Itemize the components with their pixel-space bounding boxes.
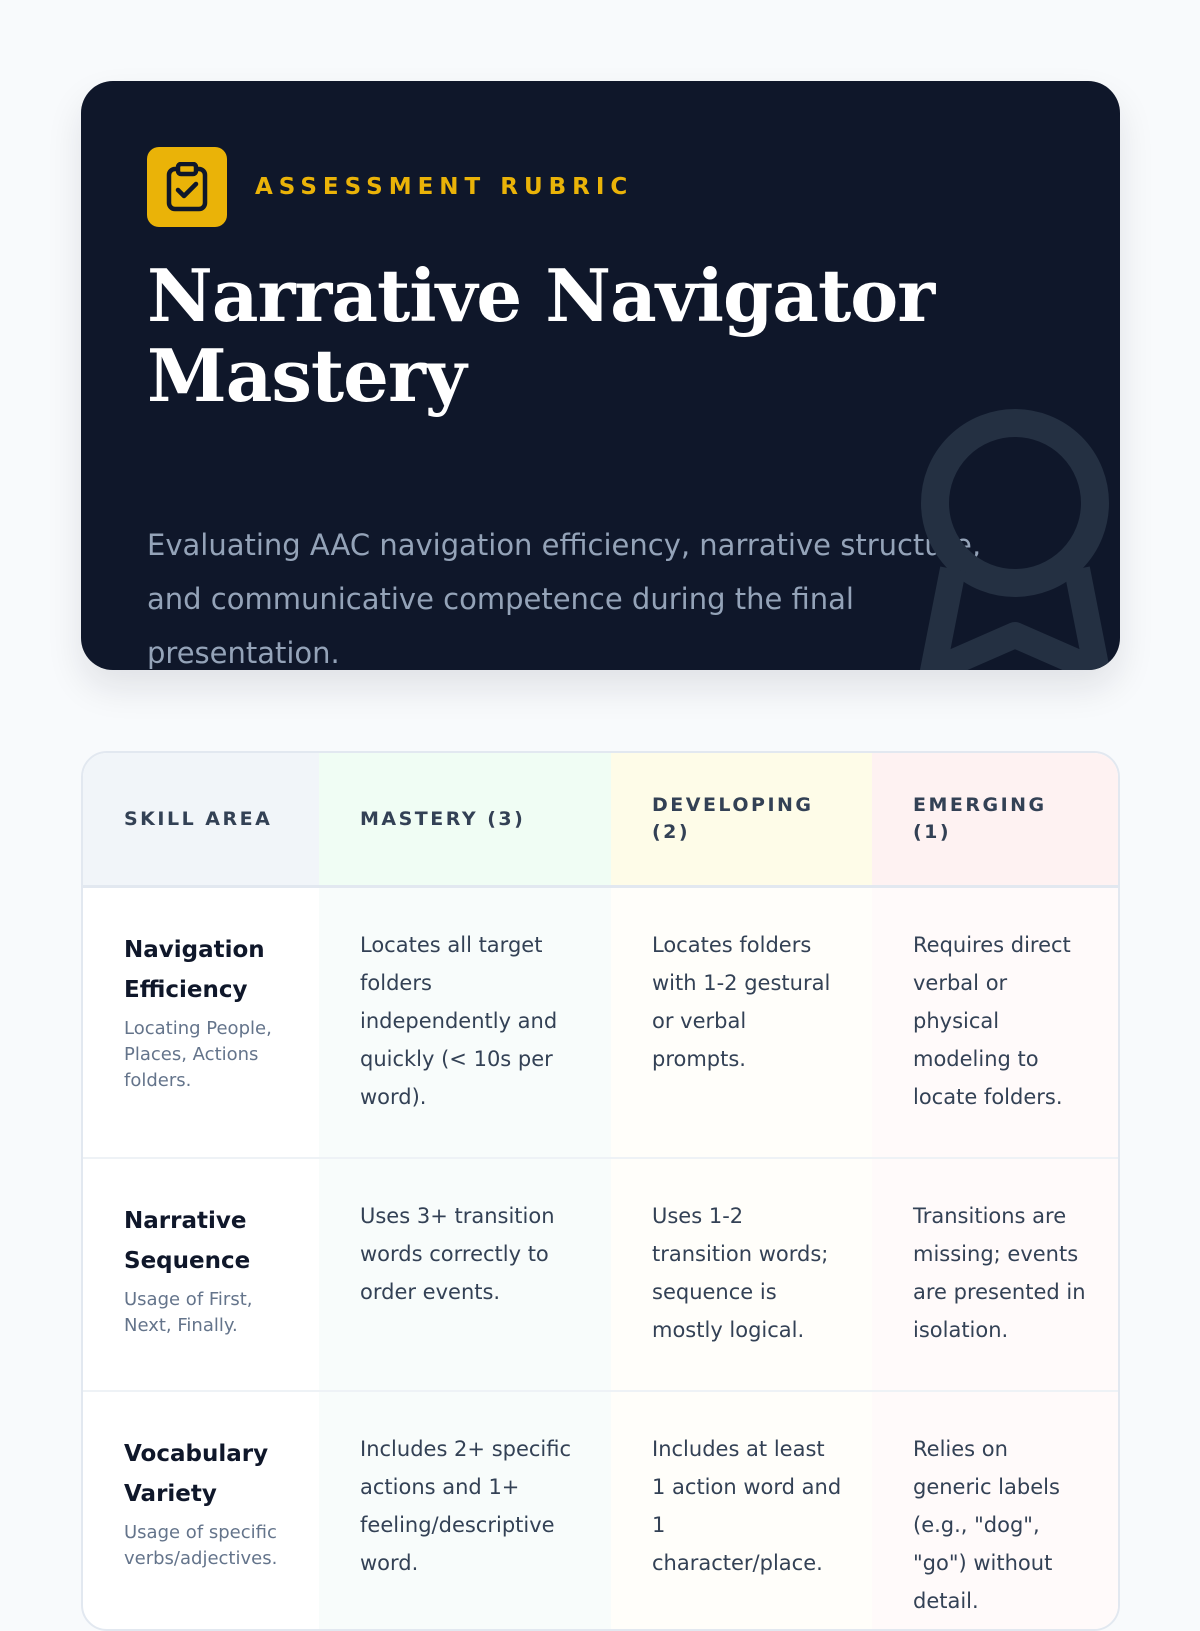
skill-description: Locating People, Places, Actions folders. — [124, 1018, 272, 1091]
skill-description: Usage of specific verbs/adjectives. — [124, 1522, 278, 1569]
emerging-criteria: Relies on generic labels (e.g., "dog", "go") without detail. — [913, 1437, 1060, 1613]
developing-criteria: Uses 1-2 transition words; sequence is mostly logical. — [652, 1204, 829, 1342]
developing-cell — [611, 1392, 872, 1631]
column-header-mastery: MASTERY (3) — [319, 753, 611, 885]
emerging-criteria: Requires direct verbal or physical modeling to locate folders. — [913, 933, 1071, 1109]
hero-kicker: ASSESSMENT RUBRIC — [255, 174, 634, 200]
skill-description: Usage of First, Next, Finally. — [124, 1289, 253, 1336]
table-row — [83, 888, 1118, 1159]
table-row — [83, 1159, 1118, 1392]
table-row — [83, 1392, 1118, 1631]
mastery-criteria: Includes 2+ specific actions and 1+ feeling/descriptive word. — [360, 1437, 572, 1575]
column-header-skill-area: SKILL AREA — [83, 753, 319, 885]
rubric-hero-card — [81, 81, 1120, 670]
developing-criteria: Includes at least 1 action word and 1 character/place. — [652, 1437, 842, 1575]
skill-name: Narrative Sequence — [124, 1208, 251, 1274]
skill-name: Vocabulary Variety — [124, 1441, 269, 1507]
page-subtitle: Evaluating AAC navigation efficiency, narrative structure, and communicative competence during the final presentation. — [147, 528, 982, 670]
column-header-developing: DEVELOPING (2) — [611, 753, 872, 885]
developing-criteria: Locates folders with 1-2 gestural or verbal prompts. — [652, 933, 831, 1071]
rubric-table — [81, 751, 1120, 1631]
page-title: Narrative Navigator Mastery — [147, 253, 935, 418]
mastery-criteria: Locates all target folders independently and quickly (< 10s per word). — [360, 933, 558, 1109]
emerging-cell — [872, 1159, 1120, 1390]
mastery-cell — [319, 1392, 611, 1631]
mastery-cell — [319, 888, 611, 1157]
skill-cell — [83, 1159, 319, 1390]
clipboard-check-icon — [147, 147, 227, 227]
table-header-row — [83, 753, 1118, 888]
emerging-cell — [872, 1392, 1120, 1631]
emerging-criteria: Transitions are missing; events are presented in isolation. — [913, 1204, 1086, 1342]
skill-cell — [83, 1392, 319, 1631]
emerging-cell — [872, 888, 1120, 1157]
developing-cell — [611, 888, 872, 1157]
column-header-emerging: EMERGING (1) — [872, 753, 1120, 885]
mastery-cell — [319, 1159, 611, 1390]
mastery-criteria: Uses 3+ transition words correctly to order events. — [360, 1204, 555, 1304]
skill-name: Navigation Efficiency — [124, 937, 265, 1003]
hero-badge-row — [147, 147, 633, 227]
award-icon — [911, 409, 1120, 670]
skill-cell — [83, 888, 319, 1157]
developing-cell — [611, 1159, 872, 1390]
